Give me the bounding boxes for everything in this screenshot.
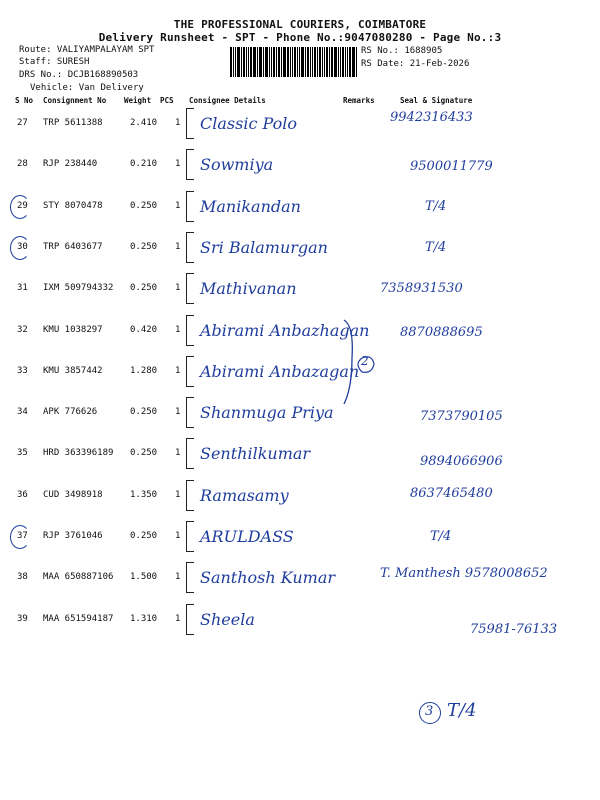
row-divider bbox=[186, 108, 187, 138]
row-pcs: 1 bbox=[175, 200, 181, 211]
row-pcs: 1 bbox=[175, 489, 181, 500]
company-title: THE PROFESSIONAL COURIERS, COIMBATORE bbox=[173, 18, 427, 31]
table-row bbox=[0, 273, 600, 311]
row-circle-mark bbox=[10, 195, 30, 219]
rs-number: RS No.: 1688905 bbox=[361, 46, 443, 56]
row-weight: 0.210 bbox=[130, 159, 158, 170]
row-pcs: 1 bbox=[175, 572, 181, 583]
row-weight: 0.250 bbox=[130, 531, 158, 541]
row-weight: 1.310 bbox=[130, 613, 158, 624]
row-consignment: IXM 509794332 bbox=[43, 283, 114, 294]
row-pcs: 1 bbox=[175, 365, 181, 376]
row-pcs: 1 bbox=[175, 159, 181, 170]
column-header bbox=[0, 96, 600, 108]
row-pcs: 1 bbox=[175, 324, 181, 335]
row-divider bbox=[186, 386, 194, 387]
table-row bbox=[0, 108, 600, 146]
row-divider bbox=[186, 273, 194, 274]
row-divider bbox=[186, 221, 194, 222]
col-remarks: Remarks bbox=[343, 96, 375, 105]
row-sno: 34 bbox=[17, 407, 28, 418]
row-consignee-handwritten: Senthilkumar bbox=[200, 444, 311, 464]
barcode bbox=[230, 47, 358, 77]
rs-date: RS Date: 21-Feb-2026 bbox=[361, 59, 470, 69]
table-row bbox=[0, 604, 600, 642]
row-signature-handwritten: T/4 bbox=[425, 239, 447, 255]
row-divider bbox=[186, 604, 187, 634]
row-sno: 30 bbox=[17, 241, 28, 252]
row-divider bbox=[186, 592, 194, 593]
row-consignment: KMU 1038297 bbox=[43, 324, 103, 335]
row-consignee-handwritten: Sheela bbox=[200, 609, 255, 629]
row-consignee-handwritten: Shanmuga Priya bbox=[200, 403, 334, 423]
drs-label: DRS No.: DCJB168890503 bbox=[19, 70, 139, 80]
row-divider bbox=[186, 273, 187, 303]
table-row bbox=[0, 315, 600, 353]
row-sno: 32 bbox=[17, 324, 28, 335]
row-weight: 0.250 bbox=[130, 407, 158, 418]
row-consignment: TRP 5611388 bbox=[43, 118, 103, 128]
row-sno: 37 bbox=[17, 531, 28, 541]
row-divider bbox=[186, 397, 194, 398]
row-divider bbox=[186, 232, 194, 233]
row-signature-handwritten: 8870888695 bbox=[400, 324, 483, 340]
row-sno: 29 bbox=[17, 200, 28, 211]
row-divider bbox=[186, 438, 194, 439]
table-row bbox=[0, 397, 600, 435]
row-divider bbox=[186, 356, 187, 386]
row-divider bbox=[186, 604, 194, 605]
row-circle-mark bbox=[10, 236, 30, 260]
row-divider bbox=[186, 149, 187, 179]
row-consignment: MAA 650887106 bbox=[43, 572, 114, 583]
row-divider bbox=[186, 191, 187, 221]
col-seal: Seal & Signature bbox=[400, 96, 473, 105]
row-signature-handwritten: T. Manthesh 9578008652 bbox=[380, 566, 548, 582]
row-divider bbox=[186, 562, 194, 563]
row-divider bbox=[186, 138, 194, 139]
row-weight: 0.250 bbox=[130, 283, 158, 294]
row-pcs: 1 bbox=[175, 448, 181, 459]
row-signature-handwritten: 7373790105 bbox=[420, 409, 503, 425]
row-consignee-handwritten: Manikandan bbox=[200, 196, 301, 216]
row-consignee-handwritten: Sowmiya bbox=[200, 155, 274, 175]
row-divider bbox=[186, 149, 194, 150]
row-weight: 2.410 bbox=[130, 118, 158, 128]
table-row bbox=[0, 191, 600, 229]
row-pcs: 1 bbox=[175, 613, 181, 624]
row-consignment: CUD 3498918 bbox=[43, 489, 103, 500]
col-pcs: PCS bbox=[160, 96, 174, 105]
row-divider bbox=[186, 521, 194, 522]
row-divider bbox=[186, 438, 187, 468]
row-sno: 28 bbox=[17, 159, 28, 170]
row-sno: 39 bbox=[17, 613, 28, 624]
row-consignment: TRP 6403677 bbox=[43, 241, 103, 252]
vehicle-label: Vehicle: Van Delivery bbox=[30, 83, 144, 93]
row-consignment: MAA 651594187 bbox=[43, 613, 114, 624]
row-weight: 0.420 bbox=[130, 324, 158, 335]
row-divider bbox=[186, 315, 187, 345]
row-divider bbox=[186, 634, 194, 635]
bracket-count: 2 bbox=[361, 354, 369, 368]
row-divider bbox=[186, 562, 187, 592]
row-weight: 0.250 bbox=[130, 448, 158, 459]
row-divider bbox=[186, 108, 194, 109]
row-sno: 27 bbox=[17, 118, 28, 128]
row-divider bbox=[186, 510, 194, 511]
bracket-annotation bbox=[340, 318, 380, 408]
row-pcs: 1 bbox=[175, 118, 181, 128]
route-label: Route: VALIYAMPALAYAM SPT bbox=[19, 45, 155, 55]
row-divider bbox=[186, 480, 187, 510]
row-sno: 33 bbox=[17, 365, 28, 376]
table-row bbox=[0, 149, 600, 187]
row-pcs: 1 bbox=[175, 407, 181, 418]
row-divider bbox=[186, 179, 194, 180]
col-consignee: Consignee Details bbox=[189, 96, 266, 105]
row-weight: 0.250 bbox=[130, 200, 158, 211]
table-row bbox=[0, 480, 600, 518]
row-divider bbox=[186, 262, 194, 263]
row-signature-handwritten: T/4 bbox=[430, 529, 452, 544]
row-consignee-handwritten: ARULDASS bbox=[200, 527, 294, 546]
row-signature-handwritten: 75981-76133 bbox=[470, 621, 558, 637]
row-divider bbox=[186, 480, 194, 481]
row-weight: 1.350 bbox=[130, 489, 158, 500]
row-consignee-handwritten: Mathivanan bbox=[200, 279, 297, 299]
row-consignee-handwritten: Classic Polo bbox=[200, 114, 297, 133]
row-pcs: 1 bbox=[175, 283, 181, 294]
row-sno: 38 bbox=[17, 572, 28, 583]
row-consignment: STY 8070478 bbox=[43, 200, 103, 211]
row-pcs: 1 bbox=[175, 241, 181, 252]
row-signature-handwritten: 9894066906 bbox=[420, 454, 503, 470]
row-weight: 0.250 bbox=[130, 241, 158, 252]
row-consignee-handwritten: Santhosh Kumar bbox=[200, 568, 336, 588]
row-consignee-handwritten: Abirami Anbazhagan bbox=[200, 320, 370, 340]
row-divider bbox=[186, 551, 194, 552]
row-divider bbox=[186, 521, 187, 551]
row-consignment: RJP 238440 bbox=[43, 159, 98, 170]
row-circle-mark bbox=[10, 525, 30, 549]
row-divider bbox=[186, 397, 187, 427]
row-divider bbox=[186, 303, 194, 304]
row-consignment: RJP 3761046 bbox=[43, 531, 103, 541]
row-consignee-handwritten: Ramasamy bbox=[200, 485, 289, 505]
row-sno: 31 bbox=[17, 283, 28, 294]
row-divider bbox=[186, 232, 187, 262]
table-row bbox=[0, 521, 600, 559]
row-signature-handwritten: 9500011779 bbox=[410, 159, 493, 175]
table-row bbox=[0, 232, 600, 270]
footer-note-number: 3 bbox=[425, 704, 434, 719]
row-signature-handwritten: 7358931530 bbox=[380, 281, 463, 297]
row-consignment: KMU 3857442 bbox=[43, 365, 103, 376]
col-sno: S No bbox=[15, 96, 34, 105]
row-divider bbox=[186, 315, 194, 316]
runsheet-subtitle: Delivery Runsheet - SPT - Phone No.:9047080280 - Page No.:3 bbox=[98, 31, 502, 44]
staff-label: Staff: SURESH bbox=[19, 57, 90, 67]
row-consignment: APK 776626 bbox=[43, 407, 98, 418]
row-consignee-handwritten: Sri Balamurgan bbox=[200, 237, 328, 257]
row-signature-handwritten: T/4 bbox=[425, 198, 447, 214]
table-row bbox=[0, 562, 600, 600]
row-pcs: 1 bbox=[175, 531, 181, 541]
row-signature-handwritten: 8637465480 bbox=[410, 485, 493, 501]
row-signature-handwritten: 9942316433 bbox=[390, 110, 473, 125]
table-row bbox=[0, 356, 600, 394]
table-row bbox=[0, 438, 600, 476]
row-sno: 35 bbox=[17, 448, 28, 459]
row-weight: 1.280 bbox=[130, 365, 158, 376]
col-weight: Weight bbox=[124, 96, 152, 105]
row-divider bbox=[186, 468, 194, 469]
row-consignment: HRD 363396189 bbox=[43, 448, 114, 459]
row-divider bbox=[186, 345, 194, 346]
row-divider bbox=[186, 427, 194, 428]
row-weight: 1.500 bbox=[130, 572, 158, 583]
row-divider bbox=[186, 191, 194, 192]
col-consignment: Consignment No bbox=[43, 96, 107, 105]
footer-note-text: T/4 bbox=[447, 700, 477, 721]
row-consignee-handwritten: Abirami Anbazagan bbox=[200, 361, 360, 381]
row-sno: 36 bbox=[17, 489, 28, 500]
row-divider bbox=[186, 356, 194, 357]
